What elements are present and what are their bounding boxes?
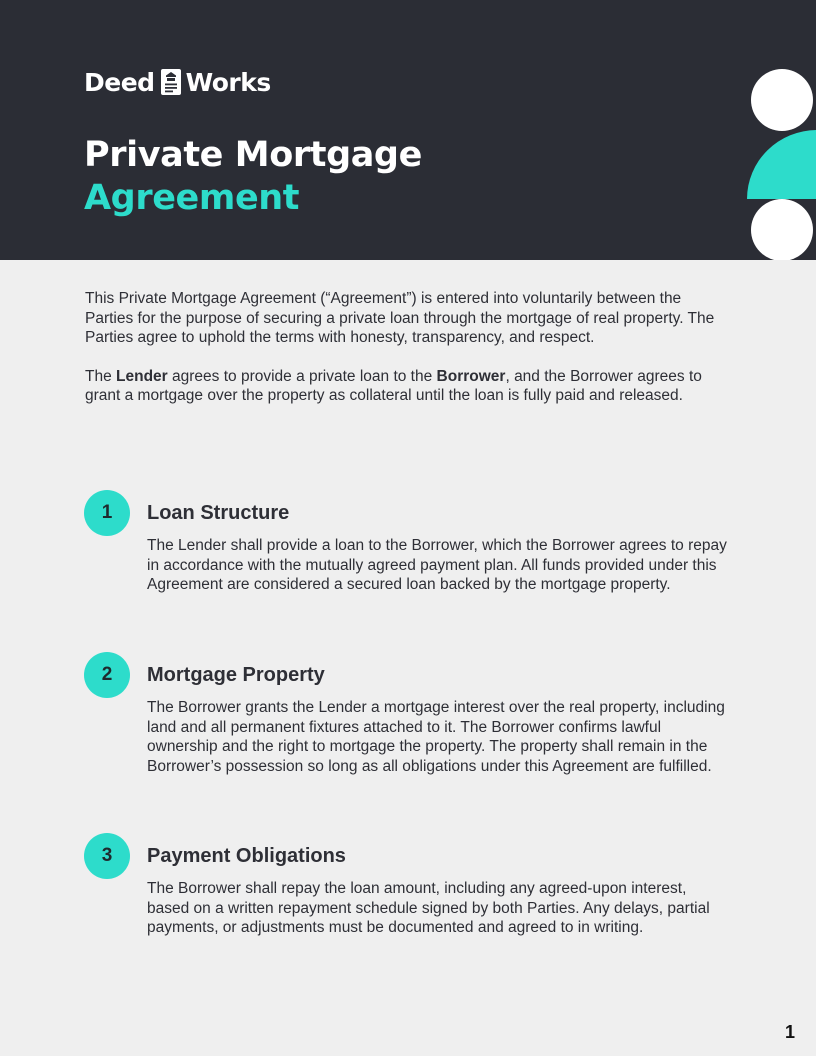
section-number-badge: 1 xyxy=(84,490,130,536)
brand-logo xyxy=(84,66,271,98)
section-body: The Lender shall provide a loan to the Borrower, which the Borrower agrees to repay in accordance with the mutually agreed payment plan. All funds provided under this Agreement are considered a secured loan backed by the mortgage property. xyxy=(147,537,727,593)
decorative-quarter-circle xyxy=(747,130,816,199)
brand-name-left: Deed xyxy=(84,67,155,97)
intro-text: agrees to provide a private loan to the xyxy=(167,367,437,385)
title-line-1: Private Mortgage xyxy=(84,135,422,175)
intro-paragraph-1: This Private Mortgage Agreement (“Agreement”) is entered into voluntarily between the Parties for the purpose of securing a private loan through the mortgage of real property. The Parties agree to uphold the terms with honesty, transparency, and respect. xyxy=(85,290,715,346)
section-heading: Loan Structure xyxy=(147,502,290,524)
intro-text: The xyxy=(85,367,117,385)
page-header xyxy=(0,0,816,260)
section-number-badge: 3 xyxy=(84,833,130,879)
lender-term: Lender xyxy=(116,367,168,385)
section-heading: Payment Obligations xyxy=(147,845,346,867)
section-number-badge: 2 xyxy=(84,652,130,698)
brand-name-right: Works xyxy=(185,67,271,97)
intro-section xyxy=(85,289,730,425)
intro-text: , and the Borrower agrees to grant a mortgage over the property as collateral until the loan is fully paid and released. xyxy=(85,367,702,404)
page-number: 1 xyxy=(784,1022,795,1042)
title-line-2: Agreement xyxy=(84,178,300,218)
section-heading: Mortgage Property xyxy=(147,664,325,686)
decorative-circle-top xyxy=(751,69,813,131)
decorative-circle-bottom xyxy=(751,199,813,260)
intro-paragraph-2 xyxy=(85,367,730,406)
section-body: The Borrower shall repay the loan amount, including any agreed-upon interest, based on a written repayment schedule signed by both Parties. Any delays, partial payments, or adjustments must be documented and agreed to in writing. xyxy=(147,880,710,936)
document-seal-icon xyxy=(160,68,182,96)
section-body: The Borrower grants the Lender a mortgage interest over the real property, including land and all permanent fixtures attached to it. The Borrower confirms lawful ownership and the right to mortgage the property. The property shall remain in the Borrower’s possession so long as all obligations under this Agreement are fulfilled. xyxy=(147,699,725,775)
page-title xyxy=(84,134,422,220)
borrower-term: Borrower xyxy=(436,367,506,385)
